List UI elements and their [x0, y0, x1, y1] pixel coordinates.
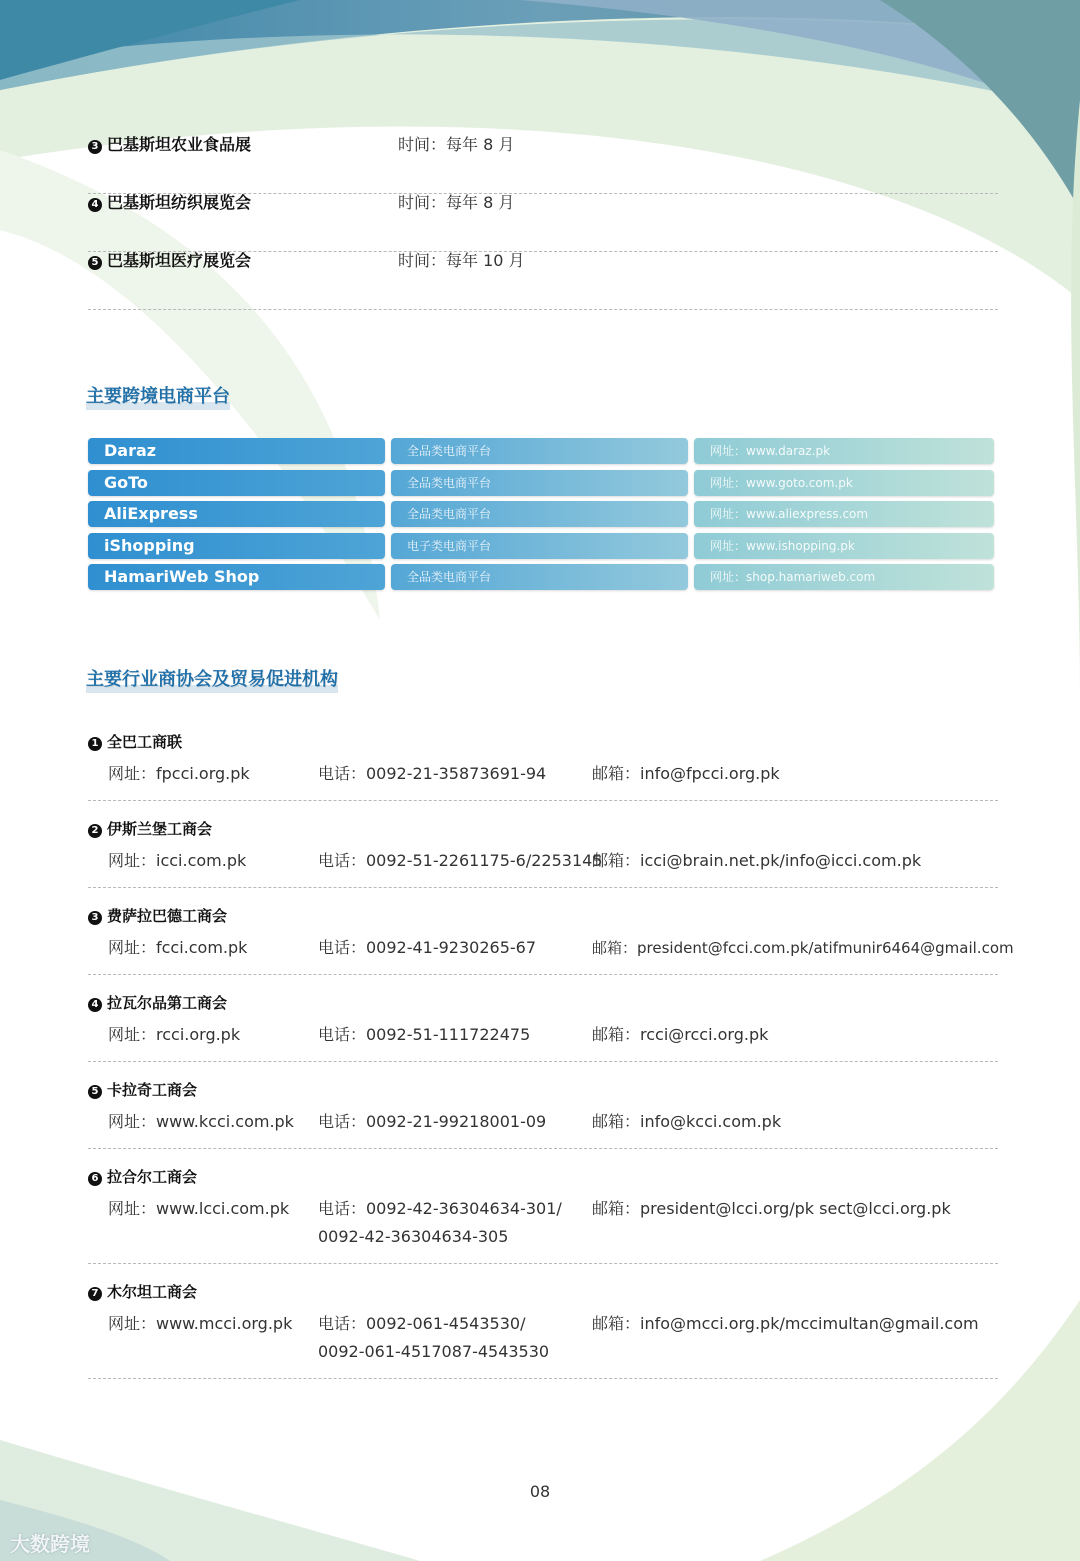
- number-badge: 4: [88, 998, 102, 1012]
- chamber-name: [88, 732, 182, 752]
- chamber-website[interactable]: 网址：www.lcci.com.pk: [108, 1199, 290, 1218]
- chamber-phone: [318, 847, 603, 875]
- exhibition-name: [88, 135, 251, 155]
- chamber-phone: [318, 760, 546, 788]
- chamber-name: [88, 906, 227, 926]
- chamber-website[interactable]: 网址：www.kcci.com.pk: [108, 1112, 294, 1131]
- number-badge: 1: [88, 737, 102, 751]
- chamber-website[interactable]: 网址：icci.com.pk: [108, 851, 247, 870]
- platform-type: 电子类电商平台: [391, 533, 688, 559]
- exhibition-name-text: 巴基斯坦医疗展览会: [107, 251, 252, 270]
- chamber-item: [88, 1080, 998, 1149]
- chamber-name-text: 伊斯兰堡工商会: [107, 820, 213, 838]
- chamber-name: [88, 819, 212, 839]
- chamber-email[interactable]: 邮箱：info@kcci.com.pk: [592, 1112, 782, 1131]
- platform-name: HamariWeb Shop: [88, 564, 385, 590]
- chamber-name-text: 拉合尔工商会: [107, 1168, 198, 1186]
- chamber-name-text: 木尔坦工商会: [107, 1283, 198, 1301]
- chamber-phone: [318, 1310, 549, 1366]
- chamber-name-text: 全巴工商联: [107, 733, 183, 751]
- number-badge: 4: [88, 198, 102, 212]
- exhibition-row: [88, 135, 998, 194]
- platform-name: iShopping: [88, 533, 385, 559]
- phone-line: 电话：0092-061-4543530/: [318, 1314, 526, 1333]
- platform-type: 全品类电商平台: [391, 564, 688, 590]
- page-number: 08: [529, 1482, 551, 1501]
- chamber-name: [88, 1282, 197, 1302]
- phone-line: 电话：0092-21-35873691-94: [318, 764, 547, 783]
- number-badge: 6: [88, 1172, 102, 1186]
- chamber-item: [88, 1282, 998, 1379]
- chamber-phone: [318, 934, 536, 962]
- number-badge: 7: [88, 1287, 102, 1301]
- phone-line: 0092-061-4517087-4543530: [318, 1342, 550, 1361]
- platform-type: 全品类电商平台: [391, 470, 688, 496]
- platform-site[interactable]: 网址：www.ishopping.pk: [694, 533, 994, 559]
- exhibition-time: 时间：每年 10 月: [398, 251, 525, 270]
- platform-row: [88, 438, 994, 464]
- number-badge: 5: [88, 256, 102, 270]
- number-badge: 3: [88, 140, 102, 154]
- chamber-phone: [318, 1195, 562, 1251]
- exhibition-row: [88, 251, 998, 310]
- chamber-item: [88, 732, 998, 801]
- number-badge: 2: [88, 824, 102, 838]
- chamber-item: [88, 906, 1014, 975]
- number-badge: 5: [88, 1085, 102, 1099]
- platform-name: Daraz: [88, 438, 385, 464]
- exhibition-name: [88, 251, 251, 271]
- exhibition-row: [88, 193, 998, 252]
- platform-type: 全品类电商平台: [391, 501, 688, 527]
- chamber-email[interactable]: 邮箱：info@mcci.org.pk/mccimultan@gmail.com: [592, 1314, 979, 1333]
- phone-line: 0092-42-36304634-305: [318, 1227, 509, 1246]
- phone-line: 电话：0092-42-36304634-301/: [318, 1199, 562, 1218]
- chamber-phone: [318, 1108, 546, 1136]
- platform-row: [88, 533, 994, 559]
- platform-row: [88, 564, 994, 590]
- platform-row: [88, 470, 994, 496]
- chamber-email[interactable]: 邮箱：president@fcci.com.pk/atifmunir6464@gmail.com: [592, 939, 1014, 957]
- chamber-website[interactable]: 网址：fcci.com.pk: [108, 938, 248, 957]
- phone-line: 电话：0092-41-9230265-67: [318, 938, 537, 957]
- chamber-item: [88, 819, 998, 888]
- platform-site[interactable]: 网址：www.goto.com.pk: [694, 470, 994, 496]
- exhibition-name-text: 巴基斯坦农业食品展: [107, 135, 252, 154]
- chamber-email[interactable]: 邮箱：info@fpcci.org.pk: [592, 764, 780, 783]
- chambers-section-title: 主要行业商协会及贸易促进机构: [86, 665, 338, 693]
- chamber-website[interactable]: 网址：rcci.org.pk: [108, 1025, 241, 1044]
- chamber-email[interactable]: 邮箱：icci@brain.net.pk/info@icci.com.pk: [592, 851, 922, 870]
- chamber-phone: [318, 1021, 530, 1049]
- chamber-name: [88, 993, 227, 1013]
- exhibition-time: 时间：每年 8 月: [398, 193, 515, 212]
- platform-type: 全品类电商平台: [391, 438, 688, 464]
- exhibition-time: 时间：每年 8 月: [398, 135, 515, 154]
- chamber-email[interactable]: 邮箱：president@lcci.org/pk sect@lcci.org.pk: [592, 1199, 951, 1218]
- chamber-name-text: 费萨拉巴德工商会: [107, 907, 228, 925]
- platform-site[interactable]: 网址：www.daraz.pk: [694, 438, 994, 464]
- chamber-name-text: 拉瓦尔品第工商会: [107, 994, 228, 1012]
- phone-line: 电话：0092-51-2261175-6/2253145: [318, 851, 603, 870]
- exhibition-name: [88, 193, 251, 213]
- chamber-name-text: 卡拉奇工商会: [107, 1081, 198, 1099]
- platform-site[interactable]: 网址：shop.hamariweb.com: [694, 564, 994, 590]
- platforms-section-title: 主要跨境电商平台: [86, 382, 230, 410]
- number-badge: 3: [88, 911, 102, 925]
- watermark-logo: 大数跨境: [10, 1532, 90, 1556]
- chamber-item: [88, 1167, 998, 1264]
- chamber-website[interactable]: 网址：fpcci.org.pk: [108, 764, 250, 783]
- chamber-name: [88, 1080, 197, 1100]
- phone-line: 电话：0092-21-99218001-09: [318, 1112, 547, 1131]
- chamber-item: [88, 993, 998, 1062]
- chamber-website[interactable]: 网址：www.mcci.org.pk: [108, 1314, 293, 1333]
- platform-name: AliExpress: [88, 501, 385, 527]
- chamber-name: [88, 1167, 197, 1187]
- platform-name: GoTo: [88, 470, 385, 496]
- phone-line: 电话：0092-51-111722475: [318, 1025, 531, 1044]
- platform-row: [88, 501, 994, 527]
- chamber-email[interactable]: 邮箱：rcci@rcci.org.pk: [592, 1025, 769, 1044]
- exhibition-name-text: 巴基斯坦纺织展览会: [107, 193, 252, 212]
- platform-site[interactable]: 网址：www.aliexpress.com: [694, 501, 994, 527]
